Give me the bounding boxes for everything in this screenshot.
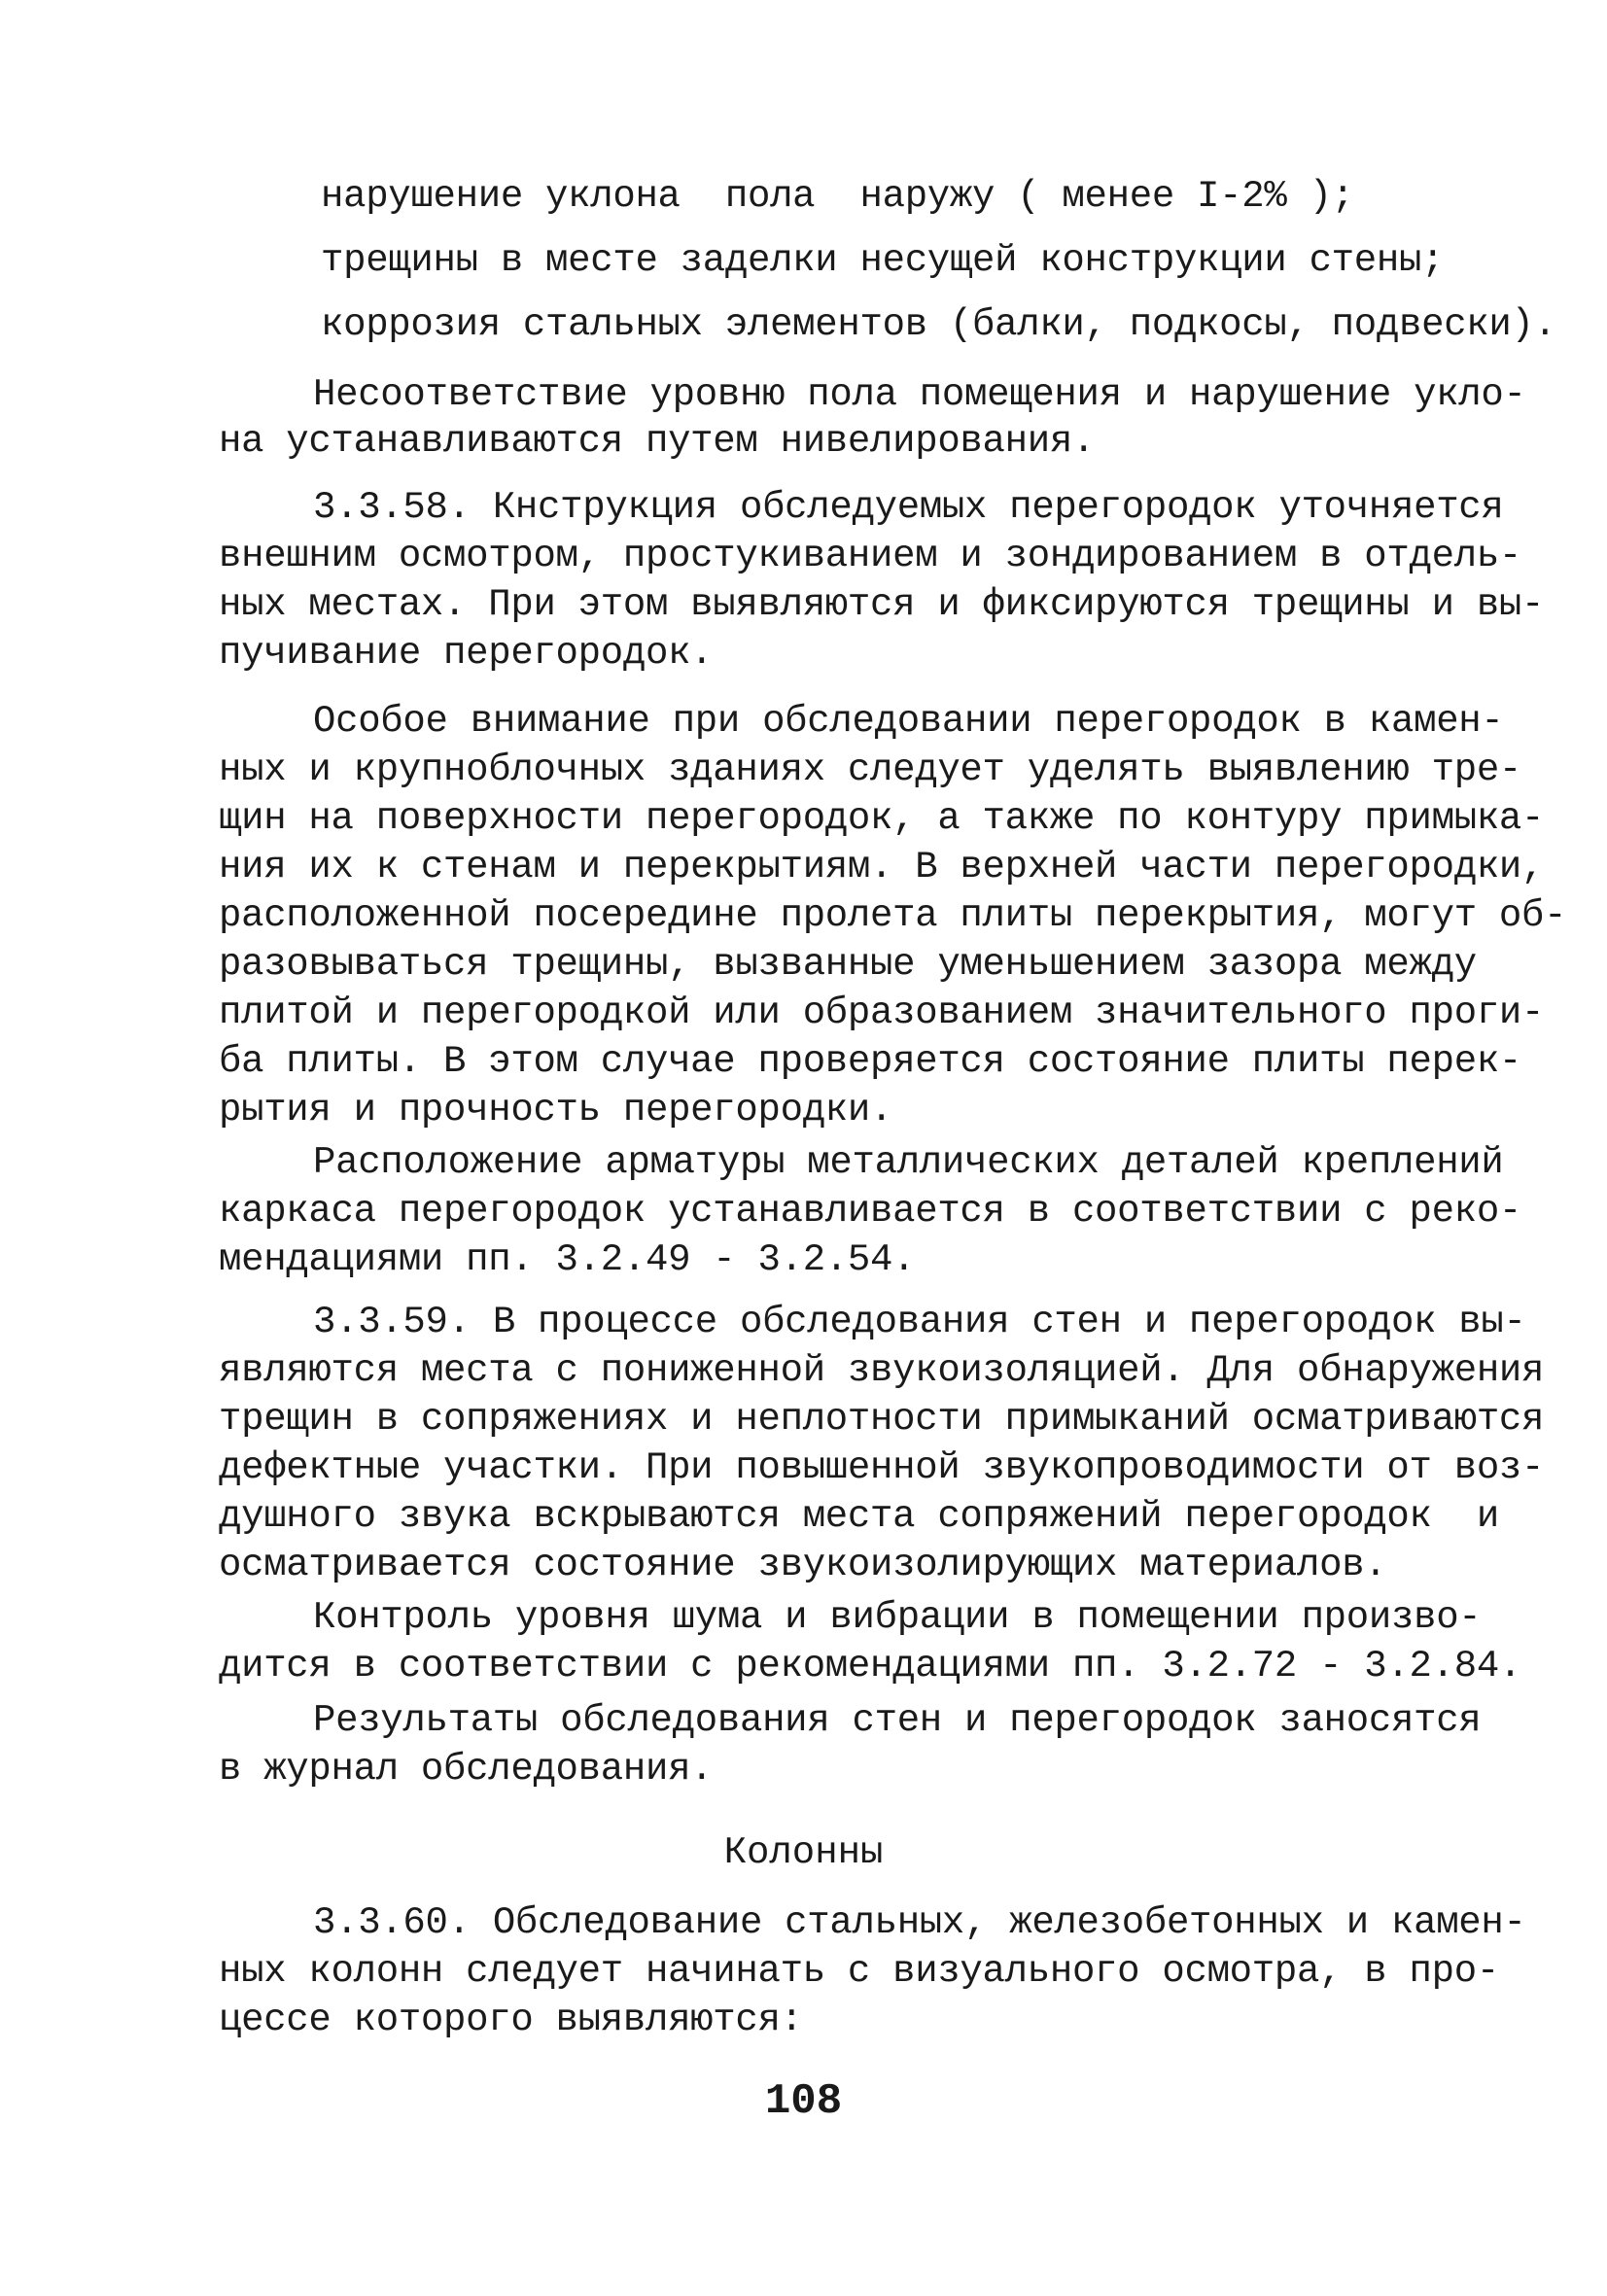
paragraph-line: Расположение арматуры металлических деталей креплений [313,1141,1504,1184]
paragraph-line: плитой и перегородкой или образованием значительного проги- [219,991,1545,1034]
section-heading: Колонны [723,1831,884,1874]
list-item: трещины в месте заделки несущей конструкции стены; [321,239,1445,282]
list-item: нарушение уклона пола наружу ( менее I-2% ); [321,175,1354,218]
paragraph-line: Особое внимание при обследовании перегородок в камен- [313,700,1504,743]
paragraph-line: ния их к стенам и перекрытиям. В верхней части перегородки, [219,846,1545,888]
paragraph-line: осматривается состояние звукоизолирующих материалов. [219,1544,1387,1586]
paragraph-line: Результаты обследования стен и перегородок заносятся [313,1699,1482,1742]
paragraph-line: ных и крупноблочных зданиях следует уделять выявлению тре- [219,748,1522,791]
paragraph-line: трещин в сопряжениях и неплотности примыканий осматриваются [219,1398,1545,1441]
paragraph-line: душного звука вскрываются места сопряжений перегородок и [219,1495,1499,1538]
paragraph-line: цессе которого выявляются: [219,1999,803,2041]
paragraph-line: каркаса перегородок устанавливается в соответствии с реко- [219,1190,1522,1233]
page-number: 108 [764,2077,843,2126]
paragraph-line: в журнал обследования. [219,1748,714,1791]
paragraph-line: дится в соответствии с рекомендациями пп. 3.2.72 - 3.2.84. [219,1645,1522,1687]
paragraph-line: являются места с пониженной звукоизоляцией. Для обнаружения [219,1349,1545,1392]
paragraph-line: Несоответствие уровню пола помещения и нарушение укло- [313,373,1526,416]
paragraph-line: 3.3.60. Обследование стальных, железобетонных и камен- [313,1901,1526,1944]
paragraph-line: ба плиты. В этом случае проверяется состояние плиты перек- [219,1040,1522,1083]
paragraph-line: пучивание перегородок. [219,632,714,675]
paragraph-line: расположенной посередине пролета плиты перекрытия, могут об- [219,894,1567,937]
paragraph-line: на устанавливаются путем нивелирования. [219,420,1096,463]
paragraph-line: мендациями пп. 3.2.49 - 3.2.54. [219,1238,916,1281]
paragraph-line: Контроль уровня шума и вибрации в помещении произво- [313,1596,1482,1639]
list-item: коррозия стальных элементов (балки, подкосы, подвески). [321,303,1556,346]
paragraph-line: щин на поверхности перегородок, а также по контуру примыка- [219,797,1545,840]
paragraph-line: 3.3.59. В процессе обследования стен и перегородок вы- [313,1301,1526,1343]
paragraph-line: разовываться трещины, вызванные уменьшением зазора между [219,943,1477,986]
paragraph-line: ных местах. При этом выявляются и фиксируются трещины и вы- [219,583,1545,626]
paragraph-line: рытия и прочность перегородки. [219,1089,893,1131]
paragraph-line: 3.3.58. Кнструкция обследуемых перегородок уточняется [313,486,1504,529]
paragraph-line: ных колонн следует начинать с визуального осмотра, в про- [219,1950,1499,1993]
paragraph-line: внешним осмотром, простукиванием и зондированием в отдель- [219,535,1522,577]
paragraph-line: дефектные участки. При повышенной звукопроводимости от воз- [219,1446,1545,1489]
